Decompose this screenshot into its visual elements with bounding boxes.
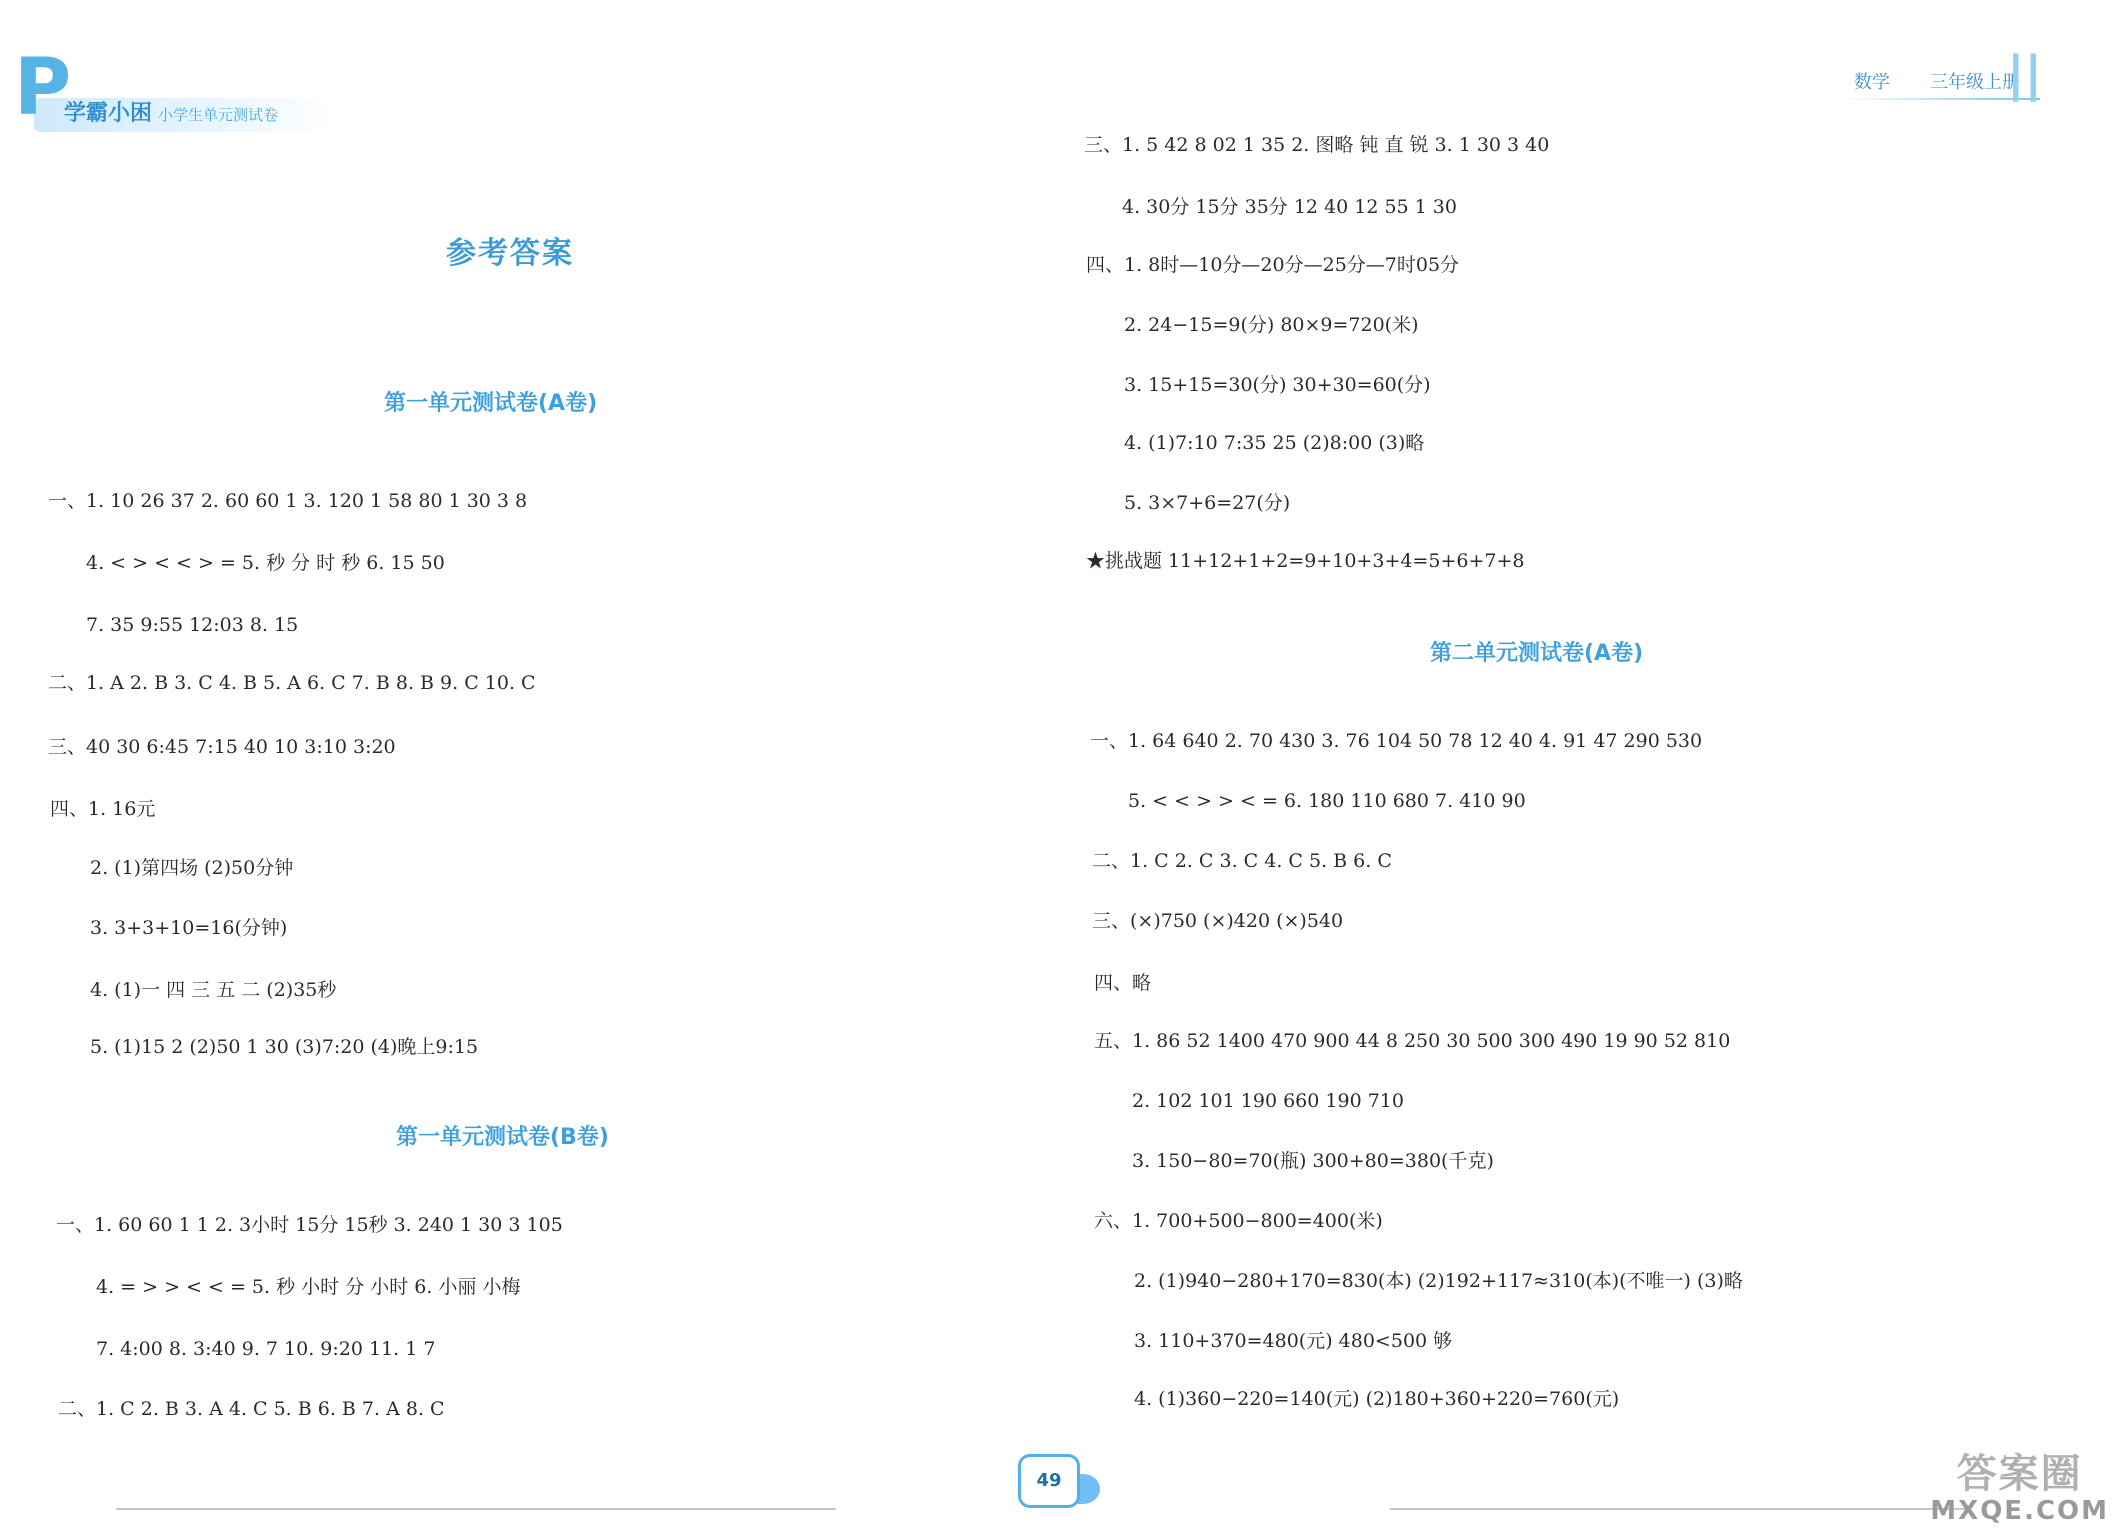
watermark-title: 答案圈	[1956, 1451, 2083, 1497]
answer-line: 一、1. 60 60 1 1 2. 3小时 15分 15秒 3. 240 1 30 3 105	[56, 1214, 563, 1236]
answer-line: 2. (1)940−280+170=830(本) (2)192+117≈310(本)(不唯一) (3)略	[1134, 1270, 1743, 1292]
logo-text	[64, 96, 278, 127]
answer-line: 三、1. 5 42 8 02 1 35 2. 图略 钝 直 锐 3. 1 30 3 40	[1084, 134, 1550, 156]
answer-line: 2. 102 101 190 660 190 710	[1132, 1090, 1404, 1112]
left-page	[0, 0, 1060, 1536]
answer-line: 5. (1)15 2 (2)50 1 30 (3)7:20 (4)晚上9:15	[90, 1036, 479, 1058]
answer-line: 4. (1)7:10 7:35 25 (2)8:00 (3)略	[1124, 432, 1425, 454]
challenge-line: ★挑战题 11+12+1+2=9+10+3+4=5+6+7+8	[1086, 550, 1525, 572]
answer-line: 3. 110+370=480(元) 480<500 够	[1134, 1330, 1453, 1352]
answer-line: 四、1. 8时—10分—20分—25分—7时05分	[1086, 254, 1460, 276]
answer-line: 4. 30分 15分 35分 12 40 12 55 1 30	[1122, 196, 1457, 218]
answer-line: 六、1. 700+500−800=400(米)	[1094, 1210, 1383, 1232]
answer-line: 4. < > < < > = 5. 秒 分 时 秒 6. 15 50	[86, 552, 445, 574]
logo-brand: 学霸小困	[64, 101, 153, 126]
logo-letter: P	[14, 43, 72, 133]
answer-line: 4. (1)360−220=140(元) (2)180+360+220=760(元)	[1134, 1388, 1620, 1410]
answer-line: 二、1. C 2. B 3. A 4. C 5. B 6. B 7. A 8. C	[58, 1398, 445, 1420]
page-number: 49	[1018, 1454, 1080, 1508]
running-header	[1854, 68, 2020, 94]
answer-line: 四、略	[1094, 972, 1152, 994]
answer-line: 五、1. 86 52 1400 470 900 44 8 250 30 500 300 490 19 90 52 810	[1094, 1030, 1731, 1052]
grade-label: 三年级上册	[1930, 72, 2020, 93]
watermark-url: MXQE.COM	[1930, 1496, 2109, 1526]
answer-line: 2. 24−15=9(分) 80×9=720(米)	[1124, 314, 1419, 336]
answer-line: 3. 15+15=30(分) 30+30=60(分)	[1124, 374, 1431, 396]
footer-rule	[1390, 1508, 1970, 1510]
header-decoration: ||	[2006, 46, 2042, 102]
answer-line: 5. < < > > < = 6. 180 110 680 7. 410 90	[1128, 790, 1526, 812]
answer-line: 二、1. C 2. C 3. C 4. C 5. B 6. C	[1092, 850, 1392, 872]
section-title: 第一单元测试卷(A卷)	[384, 391, 598, 416]
answer-line: 7. 35 9:55 12:03 8. 15	[86, 614, 299, 636]
answer-line: 4. (1)一 四 三 五 二 (2)35秒	[90, 979, 337, 1001]
section-title: 第二单元测试卷(A卷)	[1430, 641, 1644, 666]
subject-label: 数学	[1854, 72, 1890, 93]
answer-line: 4. = > > < < = 5. 秒 小时 分 小时 6. 小丽 小梅	[96, 1276, 521, 1298]
section-title: 第一单元测试卷(B卷)	[396, 1125, 609, 1150]
answer-line: 一、1. 64 640 2. 70 430 3. 76 104 50 78 12 40 4. 91 47 290 530	[1090, 730, 1703, 752]
answer-line: 3. 3+3+10=16(分钟)	[90, 917, 288, 939]
right-page	[1060, 0, 2120, 1536]
page-title: 参考答案	[446, 236, 574, 271]
answer-line: 三、(×)750 (×)420 (×)540	[1092, 910, 1344, 932]
answer-line: 7. 4:00 8. 3:40 9. 7 10. 9:20 11. 1 7	[96, 1338, 436, 1360]
answer-line: 3. 150−80=70(瓶) 300+80=380(千克)	[1132, 1150, 1494, 1172]
watermark-logo	[1930, 1452, 2109, 1526]
answer-line: 三、40 30 6:45 7:15 40 10 3:10 3:20	[48, 736, 396, 758]
footer-rule	[116, 1508, 836, 1510]
logo-subtitle: 小学生单元测试卷	[158, 106, 279, 124]
answer-line: 5. 3×7+6=27(分)	[1124, 492, 1291, 514]
answer-line: 二、1. A 2. B 3. C 4. B 5. A 6. C 7. B 8. B 9. C 10. C	[48, 672, 536, 694]
answer-line: 2. (1)第四场 (2)50分钟	[90, 857, 294, 879]
series-logo	[14, 43, 344, 138]
answer-line: 四、1. 16元	[50, 798, 156, 820]
answer-line: 一、1. 10 26 37 2. 60 60 1 3. 120 1 58 80 1 30 3 8	[48, 490, 528, 512]
